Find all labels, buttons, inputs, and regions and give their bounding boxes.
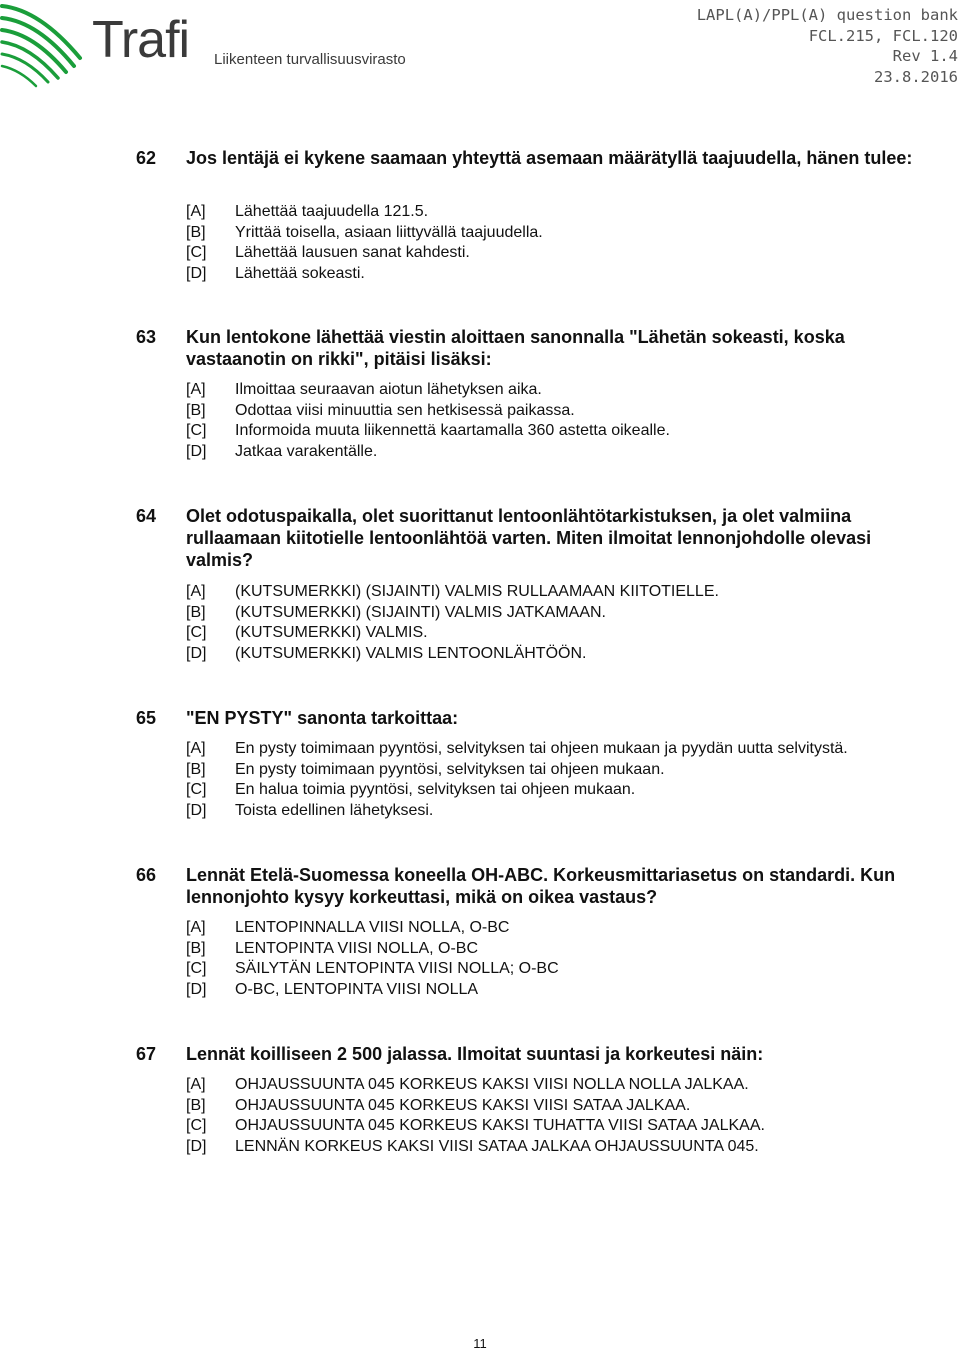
answer-option-c (0, 623, 960, 644)
question-number: 62 (136, 148, 157, 168)
option-key: [D] (186, 980, 207, 998)
answer-option-b (0, 939, 960, 960)
answer-option-b (0, 401, 960, 422)
option-key: [B] (186, 603, 206, 621)
answer-option-a (0, 739, 960, 760)
option-key: [C] (186, 1117, 207, 1134)
option-text: (KUTSUMERKKI) (SIJAINTI) VALMIS RULLAAMAAN KIITOTIELLE. (235, 583, 719, 600)
option-key: [C] (186, 960, 207, 977)
option-text: Lähettää taajuudella 121.5. (235, 203, 429, 220)
question-text: Lennät Etelä-Suomessa koneella OH-ABC. Korkeusmittariasetus on standardi. Kun lennonjohto kysyy korkeuttasi, mikä on oikea vastaus? (186, 865, 896, 907)
answer-option-d (0, 980, 960, 1001)
answer-option-d (0, 442, 960, 463)
trafi-logo (0, 0, 420, 95)
answer-option-b (0, 760, 960, 781)
answer-option-a (0, 380, 960, 401)
answer-option-d (0, 801, 960, 822)
option-text: Odottaa viisi minuuttia sen hetkisessä paikassa. (235, 401, 575, 419)
option-key: [C] (186, 244, 207, 261)
answer-option-b (0, 1096, 960, 1117)
answer-option-c (0, 1116, 960, 1137)
doc-info-title: LAPL(A)/PPL(A) question bank (696, 6, 958, 24)
answer-option-d (0, 644, 960, 665)
swoosh-logo-icon (0, 0, 95, 95)
option-key: [B] (186, 1096, 206, 1114)
answer-option-a (0, 582, 960, 603)
option-key: [A] (186, 203, 206, 220)
logo-tagline: Liikenteen turvallisuusvirasto (214, 51, 406, 68)
option-text: En pysty toimimaan pyyntösi, selvityksen tai ohjeen mukaan ja pyydän uutta selvitystä. (235, 740, 848, 757)
option-text: LENTOPINTA VIISI NOLLA, O-BC (235, 939, 479, 957)
question-number: 66 (136, 865, 157, 885)
option-text: (KUTSUMERKKI) VALMIS. (235, 624, 428, 641)
option-text: SÄILYTÄN LENTOPINTA VIISI NOLLA; O-BC (235, 960, 559, 977)
option-key: [B] (186, 760, 206, 778)
option-text: OHJAUSSUUNTA 045 KORKEUS KAKSI TUHATTA VIISI SATAA JALKAA. (235, 1117, 765, 1134)
answer-options (0, 380, 960, 462)
answer-options (0, 739, 960, 821)
option-key: [D] (186, 801, 207, 819)
question-text: Jos lentäjä ei kykene saamaan yhteyttä asemaan määrätyllä taajuudella, hänen tulee: (186, 148, 913, 168)
option-text: Toista edellinen lähetyksesi. (235, 801, 434, 819)
answer-option-b (0, 603, 960, 624)
option-key: [D] (186, 1137, 207, 1155)
page-number: 11 (473, 1336, 487, 1351)
option-text: LENNÄN KORKEUS KAKSI VIISI SATAA JALKAA OHJAUSSUUNTA 045. (235, 1137, 759, 1155)
option-key: [A] (186, 583, 206, 600)
question-number: 63 (136, 327, 157, 347)
answer-options (0, 202, 960, 284)
answer-option-a (0, 1075, 960, 1096)
question-number: 67 (136, 1044, 157, 1064)
option-text: (KUTSUMERKKI) VALMIS LENTOONLÄHTÖÖN. (235, 644, 587, 662)
option-text: Lähettää sokeasti. (235, 264, 365, 282)
option-text: Lähettää lausuen sanat kahdesti. (235, 244, 470, 261)
option-key: [C] (186, 624, 207, 641)
logo-wordmark: Trafi (92, 11, 190, 69)
option-text: OHJAUSSUUNTA 045 KORKEUS KAKSI VIISI NOLLA NOLLA JALKAA. (235, 1076, 749, 1093)
option-key: [D] (186, 442, 207, 460)
option-text: Informoida muuta liikennettä kaartamalla 360 astetta oikealle. (235, 422, 670, 439)
option-text: LENTOPINNALLA VIISI NOLLA, O-BC (235, 919, 510, 936)
answer-option-c (0, 959, 960, 980)
option-key: [C] (186, 422, 207, 439)
option-key: [B] (186, 223, 206, 241)
question-text: Olet odotuspaikalla, olet suorittanut lentoonlähtötarkistuksen, ja olet valmiina rullaamaan kiitotielle lentoonlähtöä varten. Miten ilmoitat lennonjohdolle olevasi valmis? (186, 506, 872, 570)
answer-options (0, 582, 960, 664)
answer-option-a (0, 202, 960, 223)
option-key: [D] (186, 264, 207, 282)
option-key: [B] (186, 939, 206, 957)
question-text: Kun lentokone lähettää viestin aloittaen sanonnalla "Lähetän sokeasti, koska vastaanotin on rikki", pitäisi lisäksi: (186, 327, 845, 369)
answer-option-d (0, 264, 960, 285)
option-text: (KUTSUMERKKI) (SIJAINTI) VALMIS JATKAMAAN. (235, 603, 606, 621)
question-number: 64 (136, 506, 157, 526)
option-key: [A] (186, 1076, 206, 1093)
option-key: [D] (186, 644, 207, 662)
answer-options (0, 918, 960, 1000)
option-text: En halua toimia pyyntösi, selvityksen tai ohjeen mukaan. (235, 781, 636, 798)
doc-info-references: FCL.215, FCL.120 (808, 26, 958, 45)
option-text: O-BC, LENTOPINTA VIISI NOLLA (235, 980, 479, 998)
document-info (697, 5, 958, 87)
answer-option-c (0, 243, 960, 264)
option-key: [B] (186, 401, 206, 419)
question-text: "EN PYSTY" sanonta tarkoittaa: (186, 708, 459, 728)
question-text: Lennät koilliseen 2 500 jalassa. Ilmoitat suuntasi ja korkeutesi näin: (186, 1044, 764, 1064)
page-header (0, 0, 960, 100)
option-key: [C] (186, 781, 207, 798)
option-text: Ilmoittaa seuraavan aiotun lähetyksen aika. (235, 381, 542, 398)
answer-option-b (0, 223, 960, 244)
option-text: En pysty toimimaan pyyntösi, selvityksen tai ohjeen mukaan. (235, 760, 665, 778)
option-key: [A] (186, 740, 206, 757)
answer-options (0, 1075, 960, 1157)
answer-option-c (0, 780, 960, 801)
answer-option-a (0, 918, 960, 939)
doc-info-revision: Rev 1.4 (892, 47, 958, 65)
option-key: [A] (186, 919, 206, 936)
option-text: Jatkaa varakentälle. (235, 442, 378, 460)
answer-option-c (0, 421, 960, 442)
question-number: 65 (136, 708, 157, 728)
doc-info-date: 23.8.2016 (874, 67, 958, 86)
option-text: Yrittää toisella, asiaan liittyvällä taajuudella. (235, 223, 543, 241)
option-text: OHJAUSSUUNTA 045 KORKEUS KAKSI VIISI SATAA JALKAA. (235, 1096, 691, 1114)
answer-option-d (0, 1137, 960, 1158)
option-key: [A] (186, 381, 206, 398)
